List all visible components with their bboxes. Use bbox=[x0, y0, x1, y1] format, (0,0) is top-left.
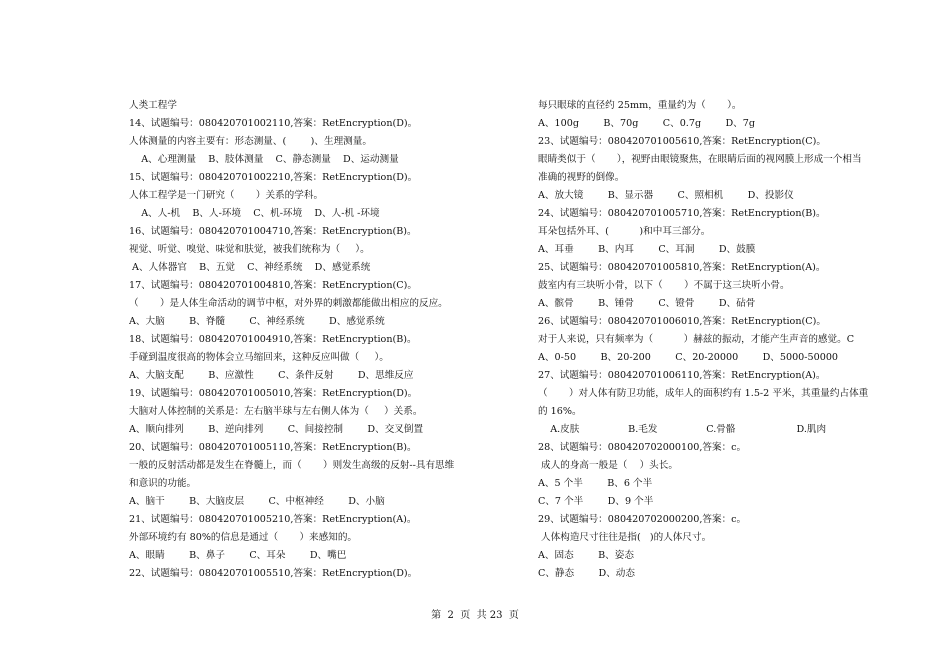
text-line: 17、试题编号：080420701004810,答案：RetEncryption(C)。 bbox=[129, 280, 417, 291]
text-line: 每只眼球的直径约 25mm，重量约为（ ）。 bbox=[538, 100, 742, 111]
text-line: 25、试题编号：080420701005810,答案：RetEncryption(A)。 bbox=[538, 262, 826, 273]
text-line: A、髌骨 B、锤骨 C、镫骨 D、砧骨 bbox=[538, 298, 756, 309]
text-line: A、5 个半 B、6 个半 bbox=[538, 478, 653, 489]
text-line: A、脑干 B、大脑皮层 C、中枢神经 D、小脑 bbox=[129, 496, 385, 507]
text-line: 27、试题编号：080420701006110,答案：RetEncryption(A)。 bbox=[538, 370, 826, 381]
text-line: 19、试题编号：080420701005010,答案：RetEncryption(D)。 bbox=[129, 388, 418, 399]
text-line: 人体工程学是一门研究（ ）关系的学科。 bbox=[129, 190, 324, 201]
text-line: 成人的身高一般是（ ）头长。 bbox=[538, 460, 678, 471]
text-line: A、眼睛 B、鼻子 C、耳朵 D、嘴巴 bbox=[129, 550, 347, 561]
text-line: A、人体器官 B、五觉 C、神经系统 D、感觉系统 bbox=[129, 262, 371, 273]
text-line: 一般的反射活动都是发生在脊髓上，而（ ）则发生高级的反射--具有思维 bbox=[129, 460, 455, 471]
text-line: 22、试题编号：080420701005510,答案：RetEncryption(D)。 bbox=[129, 568, 418, 579]
text-line: 28、试题编号：080420702000100,答案：c。 bbox=[538, 442, 747, 453]
text-line: C、7 个半 D、9 个半 bbox=[538, 496, 654, 507]
text-line: A、大脑支配 B、应激性 C、条件反射 D、思维反应 bbox=[129, 370, 414, 381]
left-column bbox=[129, 97, 509, 583]
text-line: A、耳垂 B、内耳 C、耳洞 D、鼓膜 bbox=[538, 244, 756, 255]
text-line: 15、试题编号：080420701002210,答案：RetEncryption(D)。 bbox=[129, 172, 418, 183]
text-line: 鼓室内有三块听小骨，以下（ ）不属于这三块听小骨。 bbox=[538, 280, 790, 291]
text-line: 大脑对人体控制的关系是：左右脑半球与左右侧人体为（ ）关系。 bbox=[129, 406, 423, 417]
text-line: 和意识的功能。 bbox=[129, 478, 197, 489]
text-line: C、静态 D、动态 bbox=[538, 568, 635, 579]
text-line: 的 16%。 bbox=[538, 406, 582, 417]
text-line: 人类工程学 bbox=[129, 100, 177, 111]
text-line: 20、试题编号：080420701005110,答案：RetEncryption(B)。 bbox=[129, 442, 417, 453]
text-line: 耳朵包括外耳、( )和中耳三部分。 bbox=[538, 226, 711, 237]
right-column bbox=[538, 97, 918, 583]
text-line: 手碰到温度很高的物体会立马缩回来，这种反应叫做（ ）。 bbox=[129, 352, 389, 363]
text-line: A、固态 B、姿态 bbox=[538, 550, 634, 561]
text-line: A.皮肤 B.毛发 C.骨骼 D.肌肉 bbox=[538, 424, 827, 435]
text-line: 14、试题编号：080420701002110,答案：RetEncryption(D)。 bbox=[129, 118, 418, 129]
text-line: A、放大镜 B、显示器 C、照相机 D、投影仪 bbox=[538, 190, 794, 201]
text-line: 21、试题编号：080420701005210,答案：RetEncryption(A)。 bbox=[129, 514, 417, 525]
page-footer: 第 2 页 共 23 页 bbox=[431, 610, 519, 621]
text-line: 26、试题编号：080420701006010,答案：RetEncryption(C)。 bbox=[538, 316, 826, 327]
text-line: 人体构造尺寸往往是指( )的人体尺寸。 bbox=[538, 532, 712, 543]
text-line: A、0-50 B、20-200 C、20-20000 D、5000-50000 bbox=[538, 352, 839, 363]
text-line: 18、试题编号：080420701004910,答案：RetEncryption(B)。 bbox=[129, 334, 417, 345]
text-line: 16、试题编号：080420701004710,答案：RetEncryption(B)。 bbox=[129, 226, 417, 237]
text-line: 视觉、听觉、嗅觉、味觉和肤觉，被我们统称为（ ）。 bbox=[129, 244, 370, 255]
text-line: 眼睛类似于（ ），视野由眼镜聚焦，在眼睛后面的视网膜上形成一个相当 bbox=[538, 154, 862, 165]
text-line: A、100g B、70g C、0.7g D、7g bbox=[538, 118, 756, 129]
text-line: 人体测量的内容主要有：形态测量、( )、生理测量。 bbox=[129, 136, 372, 147]
text-line: A、人-机 B、人-环境 C、机-环境 D、人-机 -环境 bbox=[129, 208, 380, 219]
text-line: 23、试题编号：080420701005610,答案：RetEncryption(C)。 bbox=[538, 136, 826, 147]
text-line: 准确的视野的倒像。 bbox=[538, 172, 625, 183]
text-line: （ ）是人体生命活动的调节中枢，对外界的刺激都能做出相应的反应。 bbox=[129, 298, 448, 309]
text-line: A、大脑 B、脊髓 C、神经系统 D、感觉系统 bbox=[129, 316, 385, 327]
text-line: 29、试题编号：080420702000200,答案：c。 bbox=[538, 514, 747, 525]
text-line: （ ）对人体有防卫功能，成年人的面积约有 1.5-2 平米，其重量约占体重 bbox=[538, 388, 869, 399]
text-line: A、心理测量 B、肢体测量 C、静态测量 D、运动测量 bbox=[129, 154, 399, 165]
text-line: 对于人来说，只有频率为（ ）赫兹的振动，才能产生声音的感觉。C bbox=[538, 334, 855, 345]
text-line: A、顺向排列 B、逆向排列 C、间接控制 D、交叉倒置 bbox=[129, 424, 424, 435]
text-line: 24、试题编号：080420701005710,答案：RetEncryption(B)。 bbox=[538, 208, 826, 219]
text-line: 外部环境约有 80%的信息是通过（ ）来感知的。 bbox=[129, 532, 358, 543]
